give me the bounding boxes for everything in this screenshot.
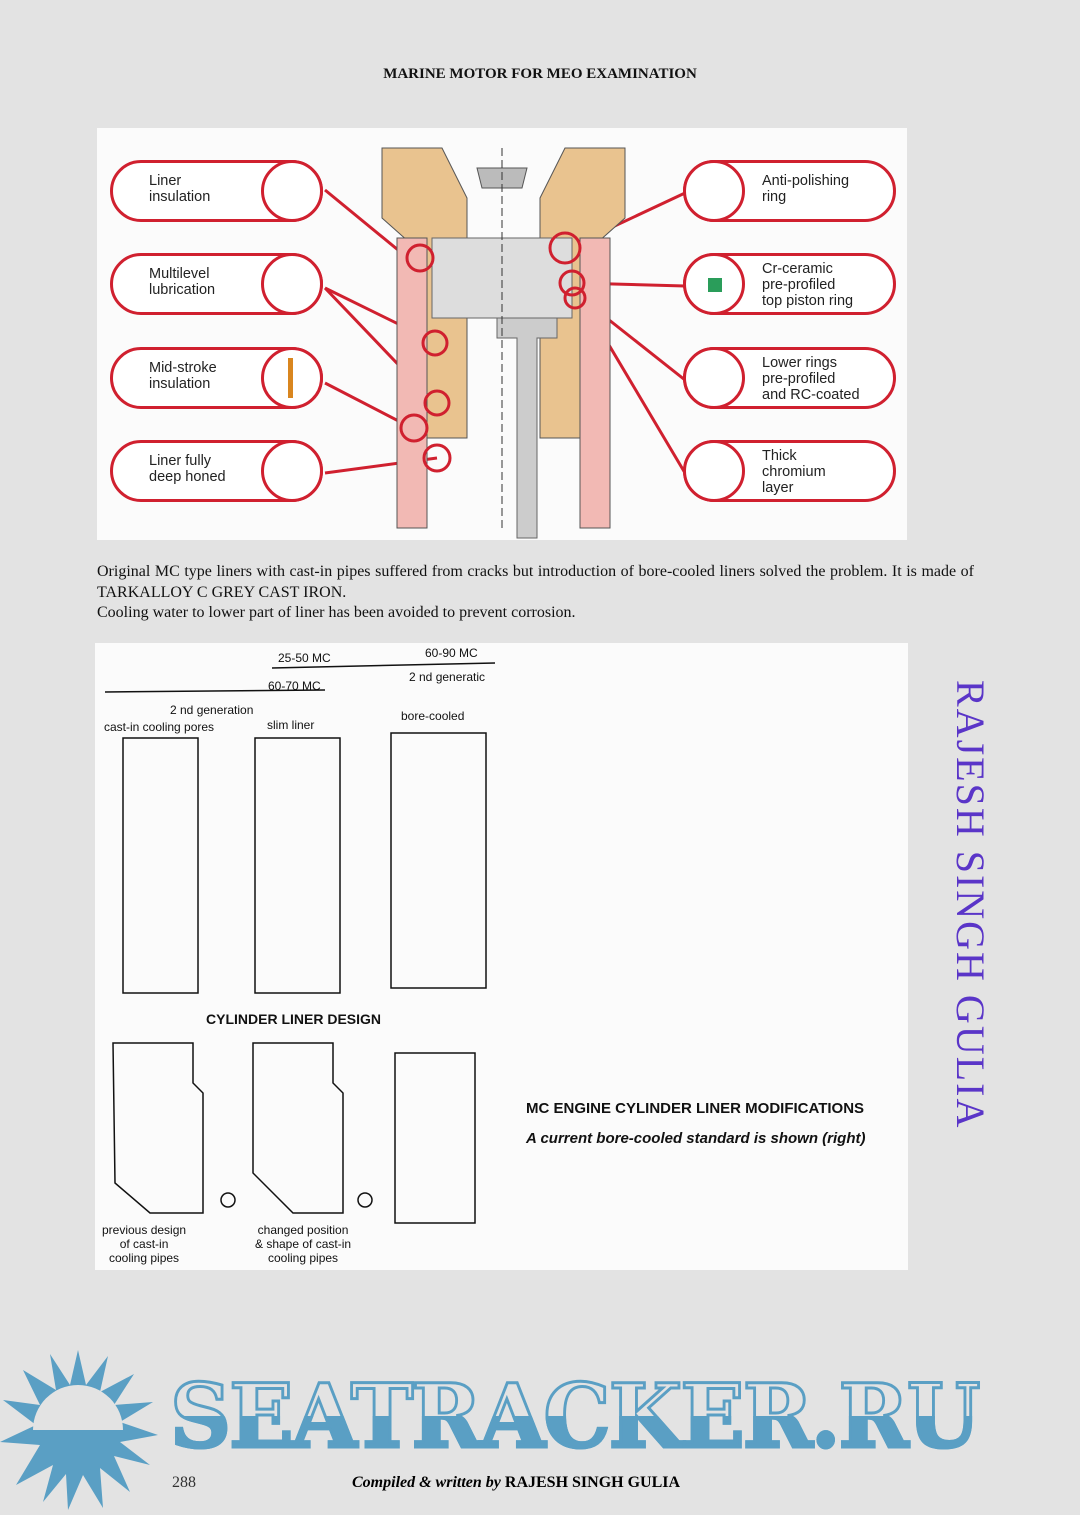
liner-drawings [95,643,908,1270]
page-header: MARINE MOTOR FOR MEO EXAMINATION [383,66,697,82]
lubrication-detail-icon [261,253,323,315]
callout-chromium-layer: Thick chromium layer [683,440,896,502]
label-bore-cooled: bore-cooled [401,709,465,723]
page-number: 288 [172,1474,196,1491]
credit-prefix: Compiled & written by [352,1474,501,1491]
modifications-subtitle: A current bore-cooled standard is shown (right) [526,1130,866,1147]
paragraph: Cooling water to lower part of liner has been avoided to prevent corrosion. [97,604,576,621]
liner-insulation-detail-icon [261,160,323,222]
caption-changed-position: changed position & shape of cast-in cooling pipes [255,1223,352,1265]
callout-mid-stroke-insulation: Mid-stroke insulation [110,347,323,409]
label-2nd-gen-left: 2 nd generation [170,703,254,717]
label-2nd-gen-right: 2 nd generatic [409,670,486,684]
callout-lower-rings: Lower rings pre-profiled and RC-coated [683,347,896,409]
watermark: RAJESH SINGH GULIA [948,680,993,1130]
piston-ring-detail-icon [683,253,745,315]
seatracker-logo: SEATRACKER.RU [170,1364,979,1468]
ring-detail-icon [683,160,745,222]
callout-liner-honed: Liner fully deep honed [110,440,323,502]
label-cast-in: cast-in cooling pores [104,720,215,734]
author-name: RAJESH SINGH GULIA [504,1474,681,1491]
callout-top-piston-ring: Cr-ceramic pre-profiled top piston ring [683,253,896,315]
liner-features-figure [97,128,907,540]
callout-multilevel-lubrication: Multilevel lubrication [110,253,323,315]
mid-stroke-detail-icon [261,347,323,409]
design-title: CYLINDER LINER DESIGN [206,1011,382,1027]
sun-logo-icon [0,1350,160,1510]
label-25-50: 25-50 MC [278,651,331,665]
label-60-70: 60-70 MC [268,679,321,693]
caption-previous-design: previous design of cast-in cooling pipes [102,1223,187,1265]
modifications-title: MC ENGINE CYLINDER LINER MODIFICATIONS [526,1100,865,1117]
honed-detail-icon [261,440,323,502]
label-slim-liner: slim liner [267,718,315,732]
body-text [97,562,974,624]
liner-modifications-figure [95,643,908,1270]
paragraph: Original MC type liners with cast-in pipes suffered from cracks but introduction of bore-cooled liners solved the problem. It is made of TARKALLOY C GREY CAST IRON. [97,563,974,601]
footer-credit [352,1474,680,1492]
lower-rings-detail-icon [683,347,745,409]
chromium-detail-icon [683,440,745,502]
callout-liner-insulation: Liner insulation [110,160,323,222]
callout-anti-polishing-ring: Anti-polishing ring [683,160,896,222]
label-60-90: 60-90 MC [425,646,478,660]
